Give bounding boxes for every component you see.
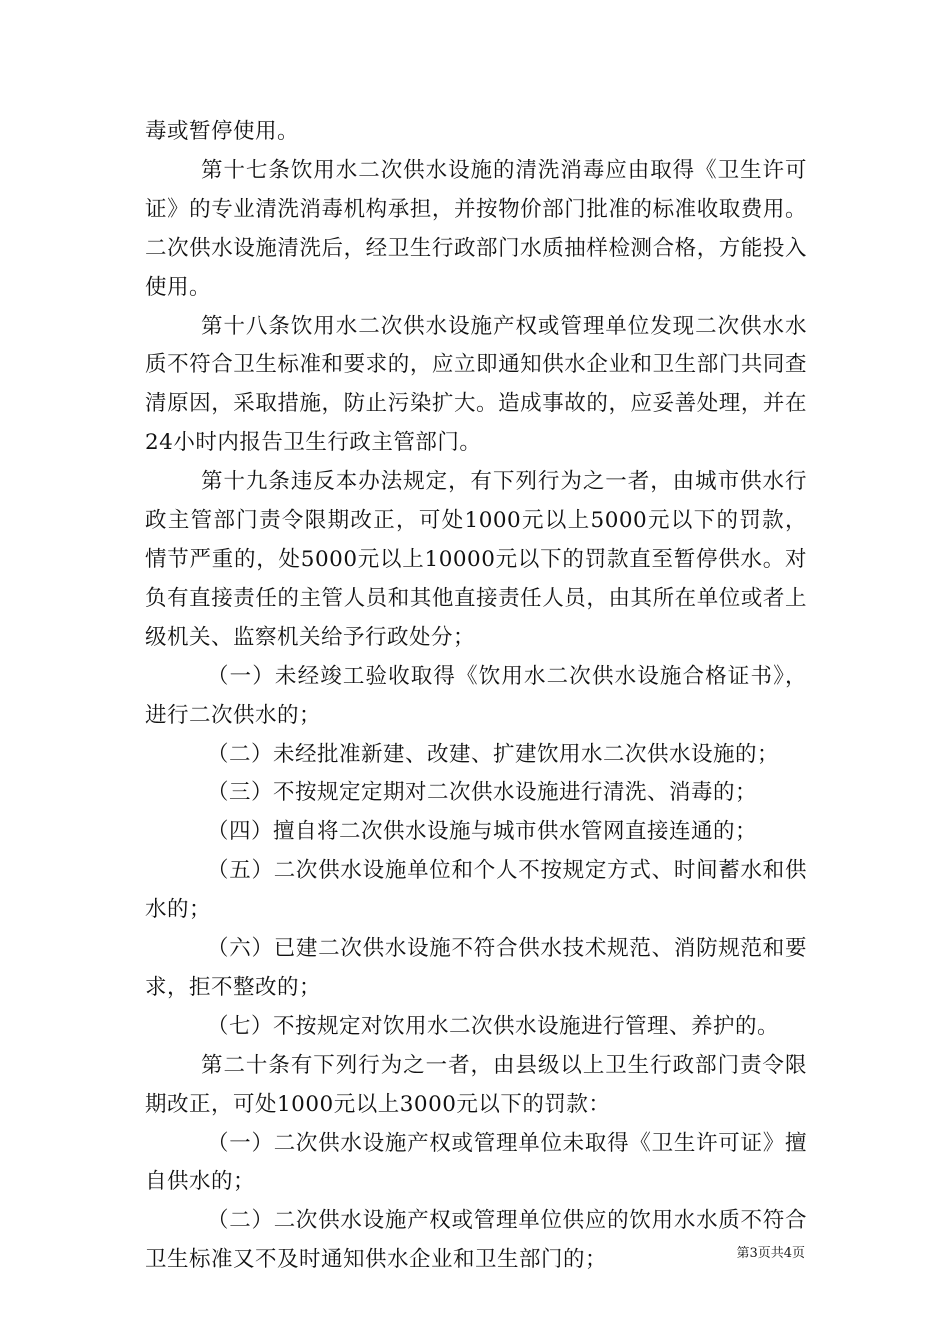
article-20-paragraph: 第二十条有下列行为之一者，由县级以上卫生行政部门责令限期改正，可处1000元以上3000元以下的罚款： xyxy=(145,1052,807,1117)
list-item: （一）二次供水设施产权或管理单位未取得《卫生许可证》擅自供水的； xyxy=(145,1130,807,1195)
list-item: （六）已建二次供水设施不符合供水技术规范、消防规范和要求，拒不整改的； xyxy=(145,936,807,1000)
article-17-paragraph: 第十七条饮用水二次供水设施的清洗消毒应由取得《卫生许可证》的专业清洗消毒机构承担，并按物价部门批准的标准收取费用。二次供水设施清洗后，经卫生行政部门水质抽样检测合格，方能投入使用。 xyxy=(145,157,807,300)
document-body xyxy=(145,113,807,1280)
list-item: （五）二次供水设施单位和个人不按规定方式、时间蓄水和供水的； xyxy=(145,858,807,923)
article-18-paragraph: 第十八条饮用水二次供水设施产权或管理单位发现二次供水水质不符合卫生标准和要求的，应立即通知供水企业和卫生部门共同查清原因，采取措施，防止污染扩大。造成事故的，应妥善处理，并在24小时内报告卫生行政主管部门。 xyxy=(145,313,807,456)
list-item: （一）未经竣工验收取得《饮用水二次供水设施合格证书》，进行二次供水的； xyxy=(145,663,807,728)
list-item: （七）不按规定对饮用水二次供水设施进行管理、养护的。 xyxy=(207,1013,780,1039)
page-number: 第3页共4页 xyxy=(736,1246,805,1261)
paragraph: 毒或暂停使用。 xyxy=(145,119,300,144)
list-item: （二）二次供水设施产权或管理单位供应的饮用水水质不符合卫生标准又不及时通知供水企业和卫生部门的； xyxy=(145,1208,807,1273)
list-item: （四）擅自将二次供水设施与城市供水管网直接连通的； xyxy=(207,819,758,845)
article-19-paragraph: 第十九条违反本办法规定，有下列行为之一者，由城市供水行政主管部门责令限期改正，可处1000元以上5000元以下的罚款，情节严重的，处5000元以上10000元以下的罚款直至暂停供水。对负有直接责任的主管人员和其他直接责任人员，由其所在单位或者上级机关、监察机关给予行政处分； xyxy=(145,469,807,650)
list-item: （二）未经批准新建、改建、扩建饮用水二次供水设施的； xyxy=(207,741,780,767)
list-item: （三）不按规定定期对二次供水设施进行清洗、消毒的； xyxy=(207,780,758,806)
